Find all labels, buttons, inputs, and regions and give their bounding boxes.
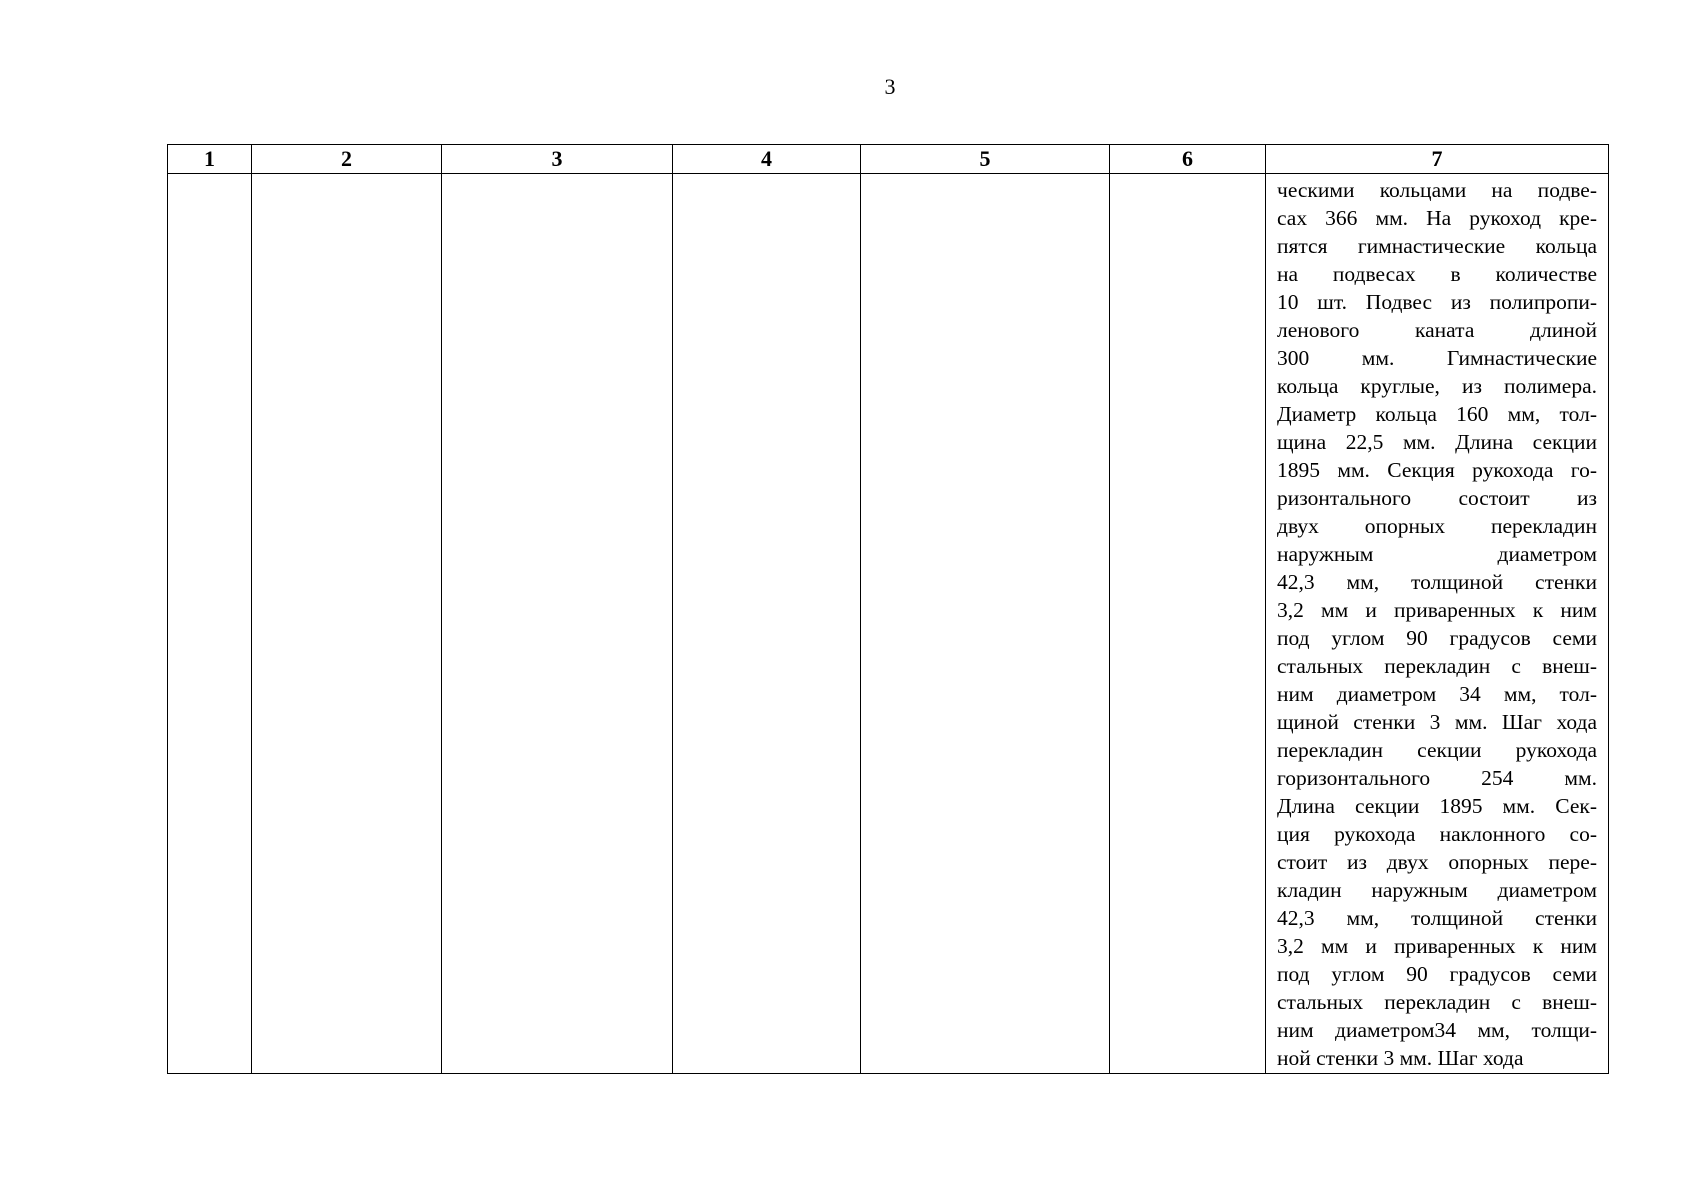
- description-line: под углом 90 градусов семи: [1277, 626, 1597, 650]
- description-line: под углом 90 градусов семи: [1277, 962, 1597, 986]
- description-line: 3,2 мм и приваренных к ним: [1277, 598, 1597, 622]
- specification-table: [167, 144, 1609, 1074]
- description-line: ним диаметром 34 мм, тол-: [1277, 682, 1597, 706]
- description-line: ция рукохода наклонного со-: [1277, 822, 1597, 846]
- description-line: двух опорных перекладин: [1277, 514, 1597, 538]
- description-line: кладин наружным диаметром: [1277, 878, 1597, 902]
- description-line: 3,2 мм и приваренных к ним: [1277, 934, 1597, 958]
- description-line: щиной стенки 3 мм. Шаг хода: [1277, 710, 1597, 734]
- column-header-4: 4: [673, 145, 861, 174]
- description-line: ризонтального состоит из: [1277, 486, 1597, 510]
- cell-col-3: [442, 174, 673, 1074]
- description-line: на подвесах в количестве: [1277, 262, 1597, 286]
- column-header-1: 1: [168, 145, 252, 174]
- column-header-5: 5: [861, 145, 1110, 174]
- page-number: 3: [884, 74, 896, 99]
- description-line: стальных перекладин с внеш-: [1277, 990, 1597, 1014]
- cell-col-2: [252, 174, 442, 1074]
- column-header-7: 7: [1266, 145, 1609, 174]
- description-line: горизонтального 254 мм.: [1277, 766, 1597, 790]
- description-line: ним диаметром34 мм, толщи-: [1277, 1018, 1597, 1042]
- description-line: стальных перекладин с внеш-: [1277, 654, 1597, 678]
- cell-col-1: [168, 174, 252, 1074]
- column-header-2: 2: [252, 145, 442, 174]
- description-line: Длина секции 1895 мм. Сек-: [1277, 794, 1597, 818]
- description-line: перекладин секции рукохода: [1277, 738, 1597, 762]
- description-line: 1895 мм. Секция рукохода го-: [1277, 458, 1597, 482]
- table-row: [168, 174, 1609, 1074]
- description-line: 300 мм. Гимнастические: [1277, 346, 1597, 370]
- description-line: кольца круглые, из полимера.: [1277, 374, 1597, 398]
- cell-col-6: [1110, 174, 1266, 1074]
- description-line: наружным диаметром: [1277, 542, 1597, 566]
- description-line: Диаметр кольца 160 мм, тол-: [1277, 402, 1597, 426]
- description-cell: [1266, 174, 1609, 1074]
- description-line: 42,3 мм, толщиной стенки: [1277, 570, 1597, 594]
- description-line: ческими кольцами на подве-: [1277, 178, 1597, 202]
- description-line: ной стенки 3 мм. Шаг хода: [1277, 1046, 1524, 1070]
- description-line: стоит из двух опорных пере-: [1277, 850, 1597, 874]
- description-line: 10 шт. Подвес из полипропи-: [1277, 290, 1597, 314]
- cell-col-5: [861, 174, 1110, 1074]
- cell-col-4: [673, 174, 861, 1074]
- description-line: щина 22,5 мм. Длина секции: [1277, 430, 1597, 454]
- description-line: 42,3 мм, толщиной стенки: [1277, 906, 1597, 930]
- table-header-row: [168, 145, 1609, 174]
- description-line: сах 366 мм. На рукоход кре-: [1277, 206, 1597, 230]
- description-line: пятся гимнастические кольца: [1277, 234, 1597, 258]
- description-line: ленового каната длиной: [1277, 318, 1597, 342]
- column-header-3: 3: [442, 145, 673, 174]
- column-header-6: 6: [1110, 145, 1266, 174]
